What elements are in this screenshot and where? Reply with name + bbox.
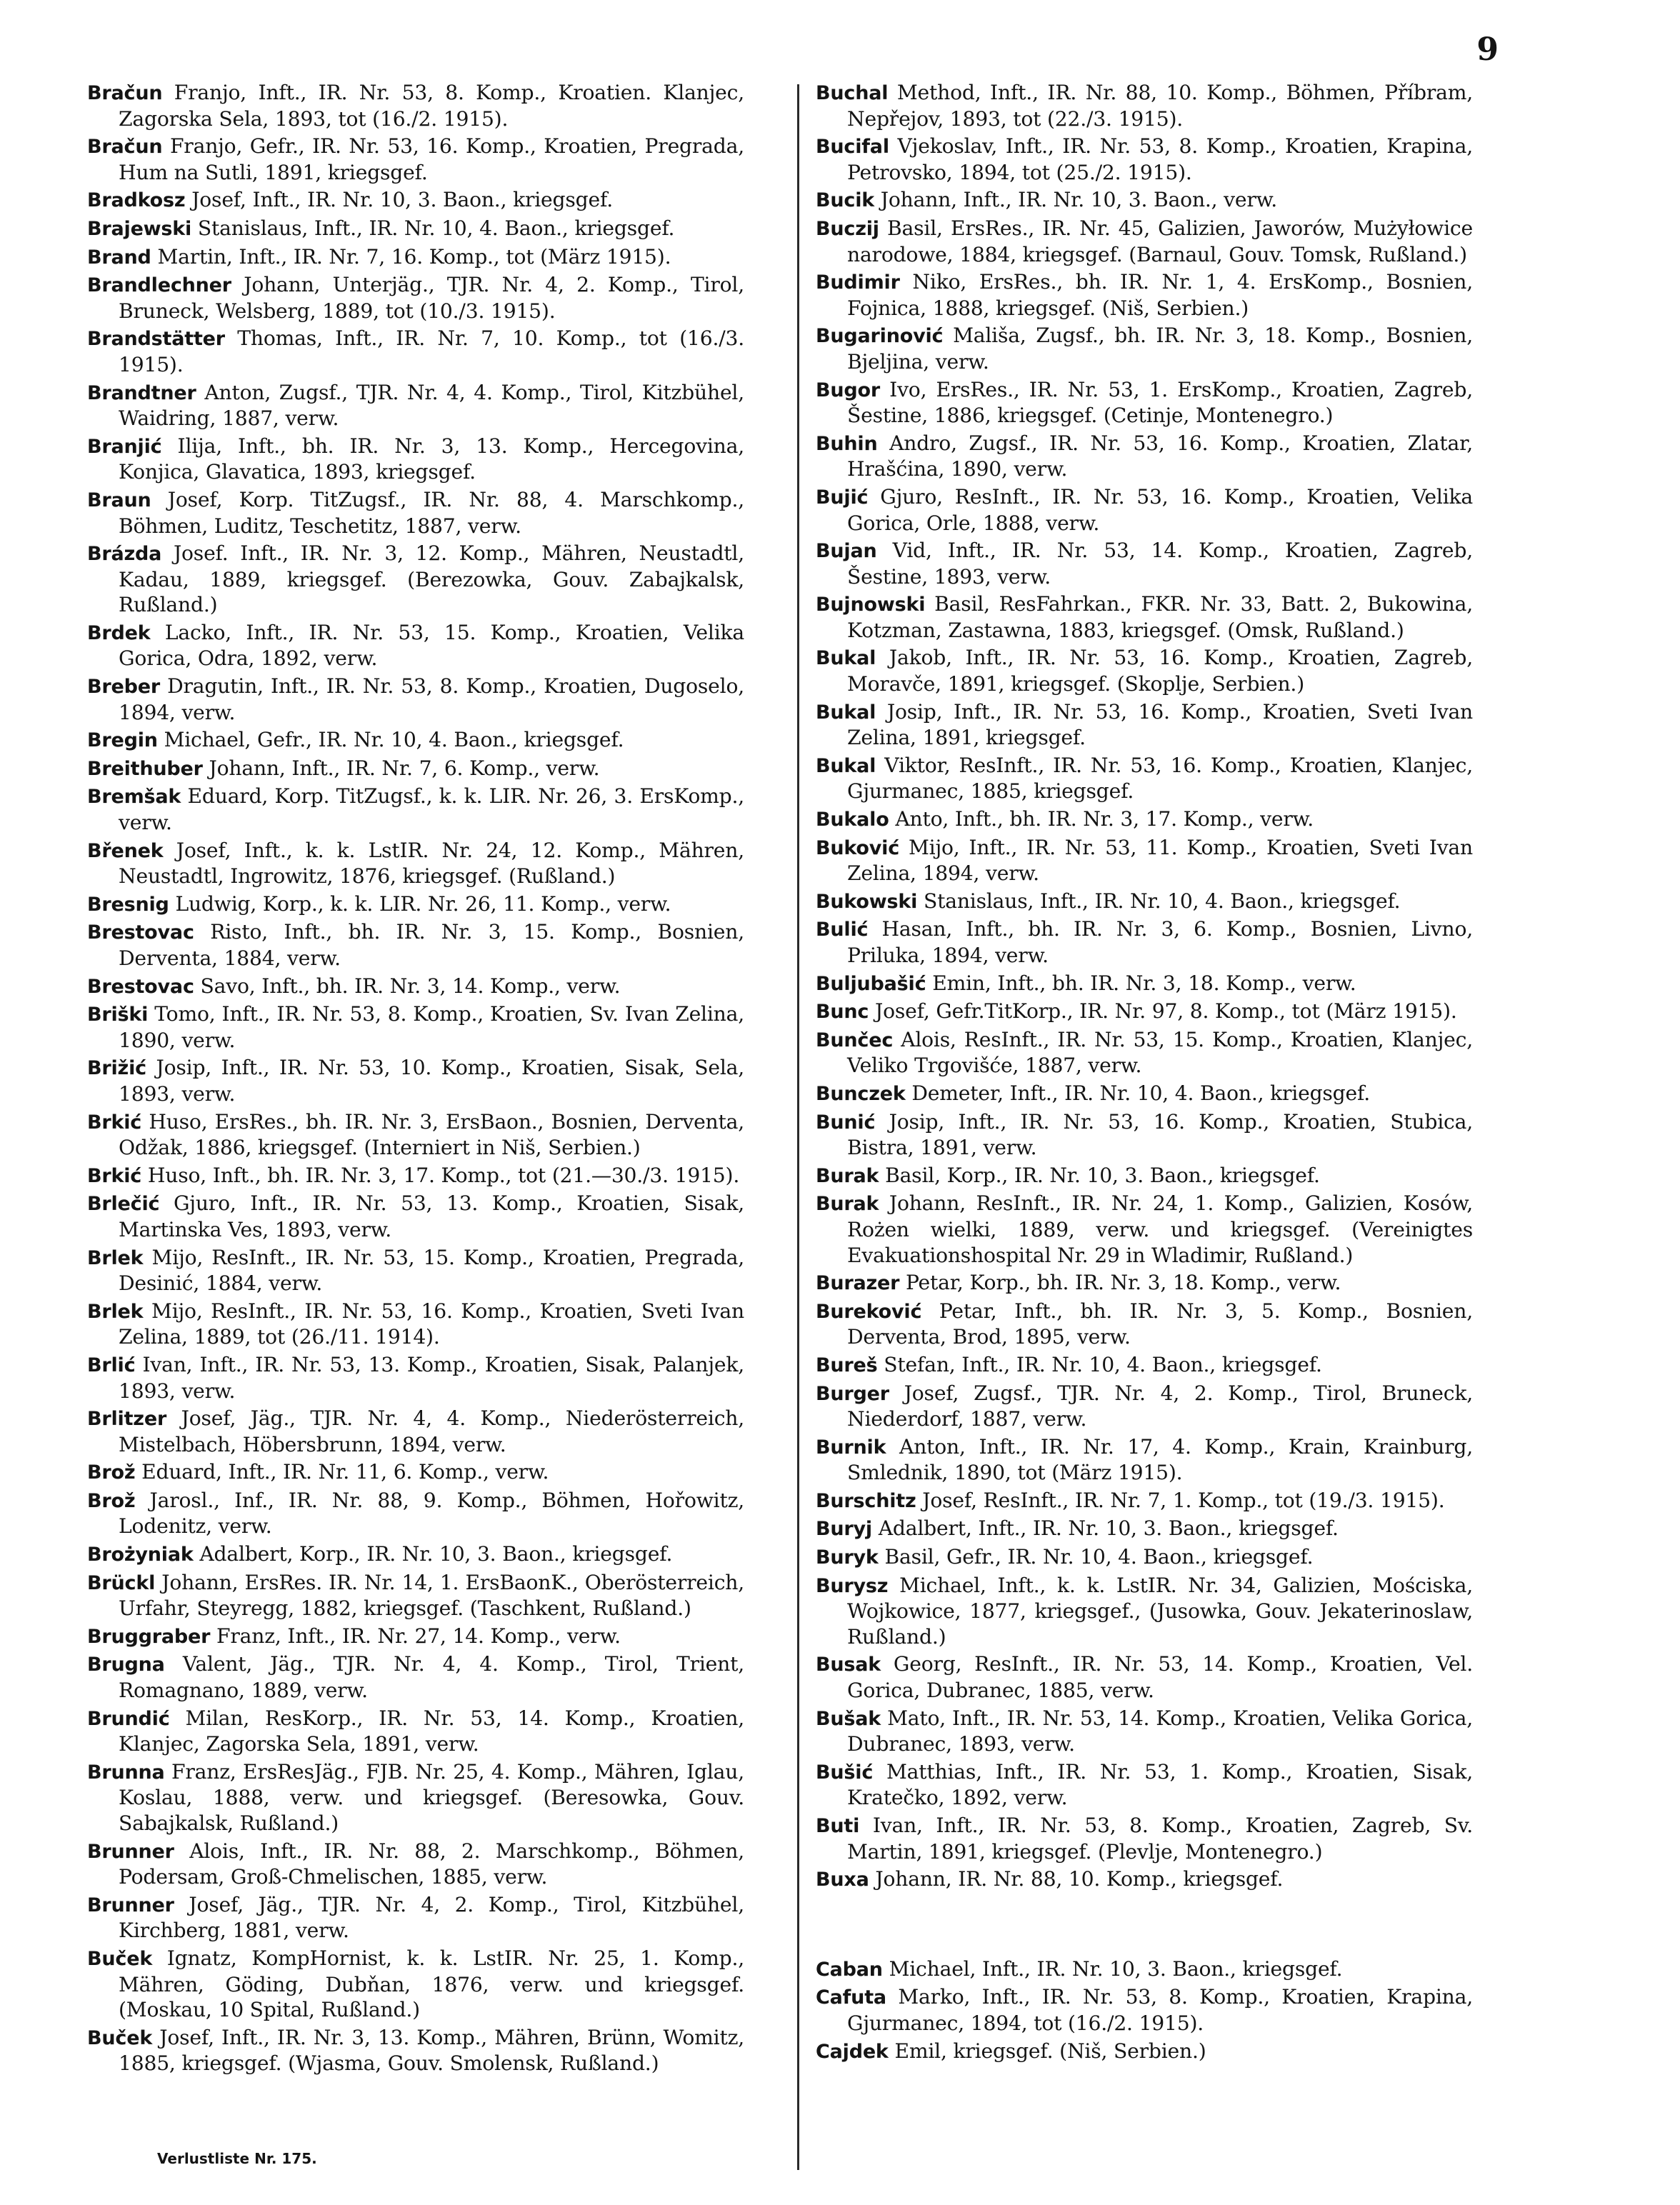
entry-surname: Brandtner (87, 381, 196, 404)
entry-details: Mijo, ResInft., IR. Nr. 53, 15. Komp., Kroatien, Pregrada, Desinić, 1884, verw. (119, 1245, 744, 1296)
entry-surname: Brunner (87, 1840, 174, 1863)
casualty-entry (87, 1541, 744, 1568)
entry-surname: Bukalo (816, 809, 889, 831)
casualty-entry (87, 1946, 744, 2023)
casualty-entry (816, 1109, 1473, 1161)
casualty-entry (816, 1984, 1473, 2036)
entry-surname: Buryk (816, 1546, 879, 1569)
entry-details: Gjuro, Inft., IR. Nr. 53, 13. Komp., Kroatien, Sisak, Martinska Ves, 1893, verw. (119, 1191, 744, 1241)
casualty-entry (87, 2025, 744, 2076)
casualty-entry (816, 269, 1473, 321)
entry-details: Johann, ErsRes. IR. Nr. 14, 1. ErsBaonK., Oberösterreich, Urfahr, Steyregg, 1882, kriegsgef. (Taschkent, Rußland.) (119, 1570, 745, 1621)
entry-surname: Bunczek (816, 1082, 906, 1105)
casualty-entry (87, 434, 744, 485)
entry-list-left (87, 80, 744, 2076)
entry-surname: Brandstätter (87, 328, 225, 351)
casualty-entry (816, 187, 1473, 214)
entry-surname: Brož (87, 1461, 136, 1484)
entry-details: Martin, Inft., IR. Nr. 7, 16. Komp., tot (März 1915). (157, 244, 671, 269)
casualty-entry (816, 1651, 1473, 1703)
entry-surname: Burak (816, 1164, 879, 1187)
casualty-entry (87, 1892, 744, 1944)
casualty-entry (87, 919, 744, 971)
casualty-entry (816, 1813, 1473, 1864)
entry-details: Savo, Inft., bh. IR. Nr. 3, 14. Komp., verw. (200, 974, 621, 998)
casualty-entry (816, 806, 1473, 833)
entry-details: Ilija, Inft., bh. IR. Nr. 3, 13. Komp., Hercegovina, Konjica, Glavatica, 1893, kriegsgef. (119, 434, 744, 484)
entry-surname: Bregin (87, 729, 158, 752)
entry-details: Eduard, Korp. TitZugsf., k. k. LIR. Nr. 26, 3. ErsKomp., verw. (119, 784, 744, 835)
entry-details: Alois, ResInft., IR. Nr. 53, 15. Komp., Kroatien, Klanjec, Veliko Trgovišće, 1887, verw. (847, 1027, 1473, 1078)
entry-surname: Brożyniak (87, 1544, 194, 1566)
entry-details: Stanislaus, Inft., IR. Nr. 10, 4. Baon., kriegsgef. (197, 216, 675, 240)
entry-details: Marko, Inft., IR. Nr. 53, 8. Komp., Kroatien, Krapina, Gjurmanec, 1894, tot (16./2. 1915). (847, 1985, 1473, 2035)
casualty-entry (816, 699, 1473, 751)
casualty-entry (87, 380, 744, 431)
entry-details: Ludwig, Korp., k. k. LIR. Nr. 26, 11. Komp., verw. (175, 891, 671, 916)
casualty-entry (87, 1299, 744, 1350)
entry-surname: Caban (816, 1958, 883, 1981)
entry-surname: Brlek (87, 1300, 144, 1323)
entry-details: Josef, Jäg., TJR. Nr. 4, 4. Komp., Niederösterreich, Mistelbach, Höbersbrunn, 1894, verw. (119, 1406, 744, 1456)
casualty-entry (87, 620, 744, 671)
entry-surname: Brandlechner (87, 274, 231, 297)
entry-surname: Bugarinović (816, 325, 944, 348)
entry-surname: Brdek (87, 621, 151, 644)
entry-surname: Brlitzer (87, 1408, 167, 1431)
entry-surname: Bureković (816, 1300, 922, 1323)
entry-surname: Brož (87, 1489, 136, 1512)
casualty-entry (87, 891, 744, 918)
entry-details: Valent, Jäg., TJR. Nr. 4, 4. Komp., Tirol, Trient, Romagnano, 1889, verw. (119, 1652, 744, 1703)
entry-details: Johann, Inft., IR. Nr. 10, 3. Baon., verw. (880, 188, 1278, 212)
entry-surname: Bremšak (87, 786, 181, 809)
entry-surname: Brückl (87, 1571, 156, 1594)
entry-details: Petar, Korp., bh. IR. Nr. 3, 18. Komp., verw. (906, 1271, 1341, 1295)
entry-details: Johann, Inft., IR. Nr. 7, 6. Komp., verw. (209, 756, 600, 780)
entry-details: Basil, Korp., IR. Nr. 10, 3. Baon., kriegsgef. (885, 1163, 1320, 1187)
entry-surname: Brižić (87, 1057, 146, 1080)
entry-details: Josip, Inft., IR. Nr. 53, 10. Komp., Kroatien, Sisak, Sela, 1893, verw. (119, 1056, 744, 1106)
casualty-entry (816, 377, 1473, 429)
entry-surname: Burazer (816, 1272, 900, 1295)
casualty-entry (87, 1406, 744, 1457)
entry-details: Demeter, Inft., IR. Nr. 10, 4. Baon., kriegsgef. (911, 1081, 1370, 1105)
casualty-entry (87, 1163, 744, 1189)
section-gap (816, 1895, 1473, 1956)
entry-details: Johann, Unterjäg., TJR. Nr. 4, 2. Komp., Tirol, Bruneck, Welsberg, 1889, tot (10./3. 1915). (119, 273, 744, 323)
footer-issue-label: Verlustliste Nr. 175. (157, 2150, 317, 2167)
casualty-entry (87, 541, 744, 618)
entry-details: Josef, ResInft., IR. Nr. 7, 1. Komp., tot (19./3. 1915). (922, 1488, 1445, 1512)
casualty-entry (816, 1434, 1473, 1486)
entry-surname: Burschitz (816, 1489, 916, 1512)
entry-details: Ivan, Inft., IR. Nr. 53, 8. Komp., Kroatien, Zagreb, Sv. Martin, 1891, kriegsgef. (Plevlje, Montenegro.) (847, 1814, 1473, 1864)
entry-details: Josef, Korp. TitZugsf., IR. Nr. 88, 4. Marschkomp., Böhmen, Luditz, Teschetitz, 1887, verw. (119, 487, 744, 538)
casualty-entry (816, 1027, 1473, 1079)
entry-details: Josef, Jäg., TJR. Nr. 4, 2. Komp., Tirol, Kitzbühel, Kirchberg, 1881, verw. (119, 1892, 744, 1943)
entry-surname: Bresnig (87, 893, 169, 916)
entry-surname: Bujić (816, 486, 869, 509)
entry-details: Franz, Inft., IR. Nr. 27, 14. Komp., verw. (216, 1624, 621, 1648)
entry-details: Stefan, Inft., IR. Nr. 10, 4. Baon., kriegsgef. (884, 1352, 1322, 1376)
entry-details: Adalbert, Inft., IR. Nr. 10, 3. Baon., kriegsgef. (878, 1516, 1339, 1541)
entry-surname: Buljubašić (816, 972, 926, 995)
entry-details: Milan, ResKorp., IR. Nr. 53, 14. Komp., Kroatien, Klanjec, Zagorska Sela, 1891, verw. (119, 1706, 744, 1756)
casualty-entry (816, 916, 1473, 968)
casualty-entry (816, 1759, 1473, 1811)
casualty-entry (87, 216, 744, 242)
entry-details: Gjuro, ResInft., IR. Nr. 53, 16. Komp., Kroatien, Velika Gorica, Orle, 1888, verw. (847, 484, 1473, 535)
casualty-entry (816, 1270, 1473, 1296)
entry-surname: Brestovac (87, 921, 194, 944)
entry-details: Huso, Inft., bh. IR. Nr. 3, 17. Komp., tot (21.—30./3. 1915). (147, 1163, 740, 1187)
entry-details: Josef. Inft., IR. Nr. 3, 12. Komp., Mähren, Neustadtl, Kadau, 1889, kriegsgef. (Berezowka, Gouv. Zabajkalsk, Rußland.) (119, 541, 744, 617)
casualty-entry (87, 80, 744, 131)
page-number: 9 (1476, 31, 1499, 68)
entry-surname: Buček (87, 1947, 153, 1970)
entry-surname: Bukowski (816, 890, 918, 913)
entry-details: Franz, ErsResJäg., FJB. Nr. 25, 4. Komp., Mähren, Iglau, Koslau, 1888, verw. und kriegsgef. (Beresowka, Gouv. Sabajkalsk, Rußland.) (119, 1759, 744, 1835)
entry-surname: Brkić (87, 1111, 142, 1134)
entry-details: Method, Inft., IR. Nr. 88, 10. Komp., Böhmen, Příbram, Nepřejov, 1893, tot (22./3. 1915). (847, 81, 1473, 131)
entry-details: Viktor, ResInft., IR. Nr. 53, 16. Komp., Kroatien, Klanjec, Gjurmanec, 1885, kriegsgef. (847, 753, 1474, 804)
column-divider (797, 84, 799, 2170)
entry-surname: Břenek (87, 839, 164, 862)
casualty-entry (816, 591, 1473, 643)
entry-details: Thomas, Inft., IR. Nr. 7, 10. Komp., tot (16./3. 1915). (119, 326, 745, 376)
entry-details: Lacko, Inft., IR. Nr. 53, 15. Komp., Kroatien, Velika Gorica, Odra, 1892, verw. (119, 620, 744, 671)
entry-surname: Bugor (816, 379, 880, 401)
entry-details: Jarosl., Inf., IR. Nr. 88, 9. Komp., Böhmen, Hořowitz, Lodenitz, verw. (119, 1488, 745, 1539)
entry-surname: Branjić (87, 435, 162, 458)
entry-surname: Bukal (816, 647, 876, 670)
entry-surname: Brlečić (87, 1193, 160, 1216)
casualty-entry (816, 484, 1473, 536)
entry-details: Huso, ErsRes., bh. IR. Nr. 3, ErsBaon., Bosnien, Derventa, Odžak, 1886, kriegsgef. (Interniert in Niš, Serbien.) (119, 1109, 745, 1160)
entry-surname: Bruggraber (87, 1625, 211, 1648)
casualty-entry (87, 187, 744, 214)
casualty-entry (87, 1459, 744, 1486)
entry-surname: Buryj (816, 1518, 872, 1541)
entry-details: Johann, ResInft., IR. Nr. 24, 1. Komp., Galizien, Kosów, Rożen wielki, 1889, verw. und kriegsgef. (Vereinigtes Evakuationshospital Nr. 29 in Wladimir, Rußland.) (847, 1191, 1474, 1267)
entry-details: Michael, Inft., IR. Nr. 10, 3. Baon., kriegsgef. (889, 1956, 1343, 1981)
casualty-entry (87, 838, 744, 889)
entry-details: Stanislaus, Inft., IR. Nr. 10, 4. Baon., kriegsgef. (923, 889, 1401, 913)
entry-surname: Buchal (816, 82, 889, 104)
entry-surname: Buxa (816, 1869, 869, 1891)
entry-surname: Bucik (816, 189, 875, 212)
entry-surname: Bujnowski (816, 594, 926, 616)
entry-surname: Bucifal (816, 136, 889, 159)
entry-surname: Buhin (816, 432, 878, 455)
casualty-entry (816, 1381, 1473, 1432)
casualty-entry (87, 1651, 744, 1703)
entry-surname: Brugna (87, 1654, 165, 1676)
entry-details: Emin, Inft., bh. IR. Nr. 3, 18. Komp., verw. (932, 971, 1356, 995)
casualty-entry (87, 1839, 744, 1890)
entry-details: Eduard, Inft., IR. Nr. 11, 6. Komp., verw. (141, 1460, 549, 1484)
casualty-entry (816, 80, 1473, 131)
entry-surname: Cafuta (816, 1986, 886, 2009)
entry-surname: Buczij (816, 217, 879, 240)
entry-details: Franjo, Inft., IR. Nr. 53, 8. Komp., Kroatien. Klanjec, Zagorska Sela, 1893, tot (16./2. 1915). (119, 81, 744, 131)
entry-details: Anton, Inft., IR. Nr. 17, 4. Komp., Krain, Krainburg, Smlednik, 1890, tot (März 1915). (847, 1434, 1474, 1485)
casualty-entry (87, 1245, 744, 1296)
entry-surname: Brundić (87, 1707, 170, 1730)
entry-details: Mijo, Inft., IR. Nr. 53, 11. Komp., Kroatien, Sveti Ivan Zelina, 1894, verw. (847, 835, 1473, 886)
casualty-entry (816, 1544, 1473, 1571)
casualty-entry (87, 1001, 744, 1053)
entry-surname: Bulić (816, 919, 869, 941)
casualty-entry (87, 487, 744, 539)
entry-surname: Bureš (816, 1354, 878, 1376)
entry-details: Josef, Gefr.TitKorp., IR. Nr. 97, 8. Komp., tot (März 1915). (875, 999, 1457, 1024)
entry-details: Michael, Inft., k. k. LstIR. Nr. 34, Galizien, Mościska, Wojkowice, 1877, kriegsgef., (Jusowka, Gouv. Jekaterinoslaw, Rußland.) (847, 1573, 1473, 1649)
entry-surname: Brand (87, 246, 151, 269)
casualty-entry (816, 323, 1473, 374)
entry-surname: Brlić (87, 1354, 136, 1376)
entry-details: Basil, Gefr., IR. Nr. 10, 4. Baon., kriegsgef. (884, 1545, 1314, 1569)
entry-details: Adalbert, Korp., IR. Nr. 10, 3. Baon., kriegsgef. (199, 1542, 673, 1566)
entry-details: Ignatz, KompHornist, k. k. LstIR. Nr. 25, 1. Komp., Mähren, Göding, Dubňan, 1876, verw. und kriegsgef. (Moskau, 10 Spital, Rußland.) (119, 1946, 745, 2022)
entry-surname: Briški (87, 1004, 149, 1026)
entry-surname: Breber (87, 676, 160, 699)
entry-details: Josef, Inft., k. k. LstIR. Nr. 24, 12. Komp., Mähren, Neustadtl, Ingrowitz, 1876, kriegsgef. (Rußland.) (119, 838, 744, 889)
entry-surname: Bušak (816, 1707, 881, 1730)
entry-details: Alois, Inft., IR. Nr. 88, 2. Marschkomp., Böhmen, Podersam, Groß-Chmelischen, 1885, verw. (119, 1839, 744, 1889)
casualty-entry (816, 753, 1473, 804)
entry-details: Anton, Zugsf., TJR. Nr. 4, 4. Komp., Tirol, Kitzbühel, Waidring, 1887, verw. (119, 380, 744, 431)
entry-surname: Burysz (816, 1574, 889, 1597)
casualty-entry (87, 1624, 744, 1650)
casualty-entry (816, 1866, 1473, 1893)
entry-surname: Cajdek (816, 2040, 889, 2063)
casualty-entry (87, 1191, 744, 1242)
casualty-entry (816, 538, 1473, 589)
entry-details: Michael, Gefr., IR. Nr. 10, 4. Baon., kriegsgef. (164, 728, 624, 752)
entry-surname: Brkić (87, 1164, 142, 1187)
casualty-entry (816, 1706, 1473, 1757)
casualty-entry (816, 216, 1473, 267)
entry-surname: Bradkosz (87, 189, 186, 212)
casualty-entry (816, 1163, 1473, 1189)
casualty-entry (816, 645, 1473, 696)
entry-details: Josef, Zugsf., TJR. Nr. 4, 2. Komp., Tirol, Bruneck, Niederdorf, 1887, verw. (847, 1381, 1473, 1431)
casualty-entry (87, 1109, 744, 1161)
entry-details: Anto, Inft., bh. IR. Nr. 3, 17. Komp., verw. (895, 807, 1314, 831)
casualty-entry (87, 1488, 744, 1539)
entry-surname: Burnik (816, 1436, 886, 1459)
entry-list-right (816, 80, 1473, 1893)
entry-surname: Bujan (816, 540, 877, 563)
entry-details: Petar, Inft., bh. IR. Nr. 3, 5. Komp., Bosnien, Derventa, Brod, 1895, verw. (847, 1299, 1473, 1349)
casualty-entry (87, 326, 744, 377)
casualty-entry (87, 756, 744, 782)
entry-list-right-c (816, 1956, 1473, 2064)
casualty-entry (816, 1516, 1473, 1542)
casualty-entry (816, 1956, 1473, 1983)
casualty-entry (816, 431, 1473, 482)
casualty-entry (87, 272, 744, 324)
casualty-entry (816, 2039, 1473, 2065)
casualty-entry (87, 974, 744, 1000)
entry-surname: Breithuber (87, 757, 203, 780)
casualty-entry (87, 1352, 744, 1404)
casualty-entry (816, 835, 1473, 886)
entry-details: Basil, ErsRes., IR. Nr. 45, Galizien, Jaworów, Mużyłowice narodowe, 1884, kriegsgef. (Barnaul, Gouv. Tomsk, Rußland.) (847, 216, 1473, 266)
entry-surname: Busak (816, 1654, 881, 1676)
entry-surname: Bušić (816, 1761, 874, 1784)
casualty-entry (87, 134, 744, 185)
casualty-entry (87, 1055, 744, 1106)
entry-surname: Bunc (816, 1001, 869, 1024)
entry-details: Vjekoslav, Inft., IR. Nr. 53, 8. Komp., Kroatien, Krapina, Petrovsko, 1894, tot (25./2. 1915). (847, 134, 1473, 184)
entry-details: Josip, Inft., IR. Nr. 53, 16. Komp., Kroatien, Stubica, Bistra, 1891, verw. (847, 1109, 1474, 1160)
entry-details: Matthias, Inft., IR. Nr. 53, 1. Komp., Kroatien, Sisak, Kratečko, 1892, verw. (847, 1759, 1473, 1810)
casualty-entry (816, 999, 1473, 1025)
entry-surname: Burak (816, 1193, 879, 1216)
entry-details: Tomo, Inft., IR. Nr. 53, 8. Komp., Kroatien, Sv. Ivan Zelina, 1890, verw. (119, 1002, 745, 1052)
entry-details: Josef, Inft., IR. Nr. 3, 13. Komp., Mähren, Brünn, Womitz, 1885, kriegsgef. (Wjasma, Gouv. Smolensk, Rußland.) (119, 2025, 744, 2076)
casualty-entry (87, 1706, 744, 1757)
casualty-entry (87, 727, 744, 754)
entry-surname: Brunner (87, 1894, 174, 1916)
casualty-entry (816, 971, 1473, 997)
entry-surname: Bukal (816, 701, 876, 724)
entry-details: Niko, ErsRes., bh. IR. Nr. 1, 4. ErsKomp., Bosnien, Fojnica, 1888, kriegsgef. (Niš, Serbien.) (847, 270, 1473, 320)
casualty-entry (87, 674, 744, 725)
entry-surname: Burger (816, 1382, 889, 1405)
entry-surname: Brázda (87, 543, 162, 566)
left-column (87, 80, 744, 2079)
casualty-entry (816, 134, 1473, 185)
entry-details: Mato, Inft., IR. Nr. 53, 14. Komp., Kroatien, Velika Gorica, Dubranec, 1893, verw. (847, 1706, 1473, 1756)
entry-surname: Braun (87, 489, 151, 511)
entry-details: Mijo, ResInft., IR. Nr. 53, 16. Komp., Kroatien, Sveti Ivan Zelina, 1889, tot (26./11. 1914). (119, 1299, 744, 1349)
entry-details: Basil, ResFahrkan., FKR. Nr. 33, Batt. 2, Bukowina, Kotzman, Zastawna, 1883, kriegsgef. (Omsk, Rußland.) (847, 592, 1473, 642)
casualty-entry (816, 1488, 1473, 1514)
entry-details: Josip, Inft., IR. Nr. 53, 16. Komp., Kroatien, Sveti Ivan Zelina, 1891, kriegsgef. (847, 699, 1474, 750)
entry-surname: Bukal (816, 754, 876, 777)
casualty-entry (816, 1191, 1473, 1268)
entry-surname: Budimir (816, 271, 900, 294)
entry-surname: Brlek (87, 1246, 144, 1269)
casualty-entry (816, 1352, 1473, 1379)
right-column (816, 80, 1473, 2066)
entry-surname: Bračun (87, 82, 163, 104)
entry-details: Andro, Zugsf., IR. Nr. 53, 16. Komp., Kroatien, Zlatar, Hrašćina, 1890, verw. (847, 431, 1473, 481)
entry-surname: Bunić (816, 1111, 876, 1134)
entry-surname: Bunčec (816, 1029, 894, 1051)
entry-details: Josef, Inft., IR. Nr. 10, 3. Baon., kriegsgef. (191, 188, 613, 212)
entry-details: Ivan, Inft., IR. Nr. 53, 13. Komp., Kroatien, Sisak, Palanjek, 1893, verw. (119, 1352, 744, 1403)
entry-details: Risto, Inft., bh. IR. Nr. 3, 15. Komp., Bosnien, Derventa, 1884, verw. (119, 920, 744, 970)
entry-details: Johann, IR. Nr. 88, 10. Komp., kriegsgef. (875, 1867, 1284, 1891)
entry-details: Dragutin, Inft., IR. Nr. 53, 8. Komp., Kroatien, Dugoselo, 1894, verw. (119, 674, 744, 724)
entry-details: Georg, ResInft., IR. Nr. 53, 14. Komp., Kroatien, Vel. Gorica, Dubranec, 1885, verw. (847, 1652, 1474, 1703)
casualty-entry (87, 1570, 744, 1621)
entry-details: Emil, kriegsgef. (Niš, Serbien.) (894, 2039, 1206, 2063)
entry-surname: Brunna (87, 1761, 165, 1784)
casualty-entry (87, 1759, 744, 1836)
entry-details: Ivo, ErsRes., IR. Nr. 53, 1. ErsKomp., Kroatien, Zagreb, Šestine, 1886, kriegsgef. (Cetinje, Montenegro.) (847, 377, 1473, 428)
casualty-entry (816, 1573, 1473, 1650)
entry-details: Franjo, Gefr., IR. Nr. 53, 16. Komp., Kroatien, Pregrada, Hum na Sutli, 1891, kriegsgef. (119, 134, 744, 184)
entry-surname: Bračun (87, 136, 163, 159)
casualty-entry (87, 244, 744, 271)
casualty-entry (816, 1081, 1473, 1107)
entry-surname: Brestovac (87, 975, 194, 998)
entry-details: Vid, Inft., IR. Nr. 53, 14. Komp., Kroatien, Zagreb, Šestine, 1893, verw. (847, 539, 1473, 589)
entry-surname: Buti (816, 1815, 860, 1837)
entry-surname: Buković (816, 836, 900, 859)
casualty-entry (816, 889, 1473, 915)
entry-surname: Buček (87, 2026, 153, 2049)
entry-details: Mališa, Zugsf., bh. IR. Nr. 3, 18. Komp., Bosnien, Bjeljina, verw. (847, 324, 1473, 374)
casualty-entry (87, 784, 744, 835)
casualty-entry (816, 1299, 1473, 1350)
entry-surname: Brajewski (87, 217, 192, 240)
entry-details: Hasan, Inft., bh. IR. Nr. 3, 6. Komp., Bosnien, Livno, Priluka, 1894, verw. (847, 917, 1473, 967)
entry-details: Jakob, Inft., IR. Nr. 53, 16. Komp., Kroatien, Zagreb, Moravče, 1891, kriegsgef. (Skoplje, Serbien.) (847, 646, 1473, 696)
